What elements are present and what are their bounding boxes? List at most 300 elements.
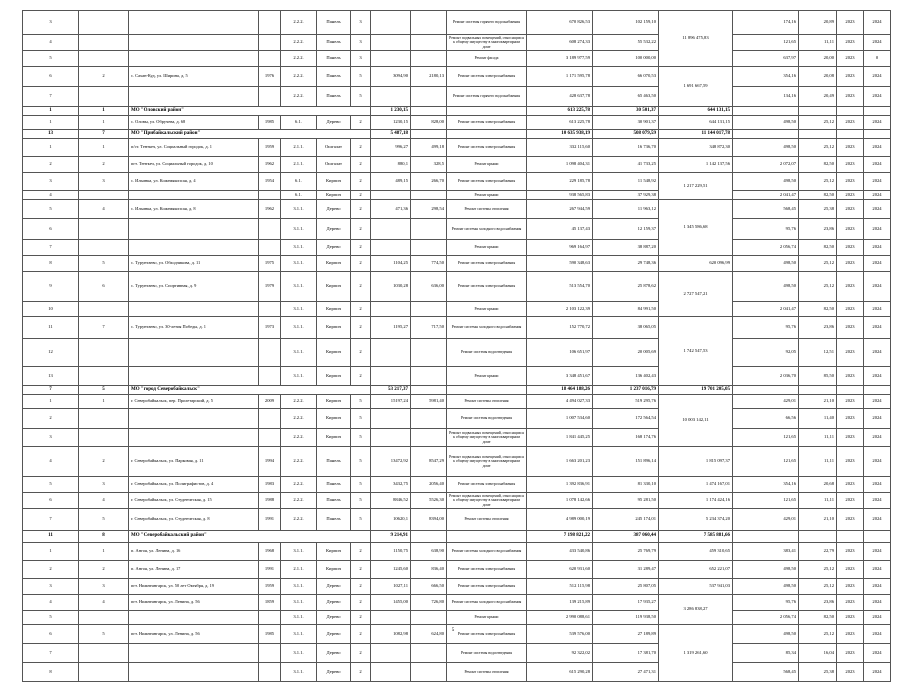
floors-cell: 5 (351, 429, 371, 447)
row-number-cell: 3 (23, 11, 79, 35)
row-number-cell: 13 (23, 367, 79, 386)
material-code-cell: 2.2.2. (281, 87, 317, 107)
unit-cost-cell: 2 056,74 (733, 611, 799, 625)
row-number-cell: 7 (23, 240, 79, 256)
year-built-cell: 1988 (259, 493, 281, 509)
cost-extra-cell: 29 748,36 (593, 256, 659, 272)
unit-cost-cell: 498,50 (733, 625, 799, 644)
material-code-cell: 2.2.2. (281, 35, 317, 51)
house-number-cell: 1 (79, 116, 129, 130)
work-type-cell: Ремонт крыши (447, 611, 527, 625)
table-row (23, 317, 891, 339)
address-cell (129, 87, 259, 107)
end-year-cell: 2024 (864, 219, 891, 240)
wall-material-cell: Панель (317, 11, 351, 35)
wall-material-cell: Дерево (317, 116, 351, 130)
cost-summary-cell: 459 310,65 (659, 543, 733, 561)
row-number-cell: 6 (23, 625, 79, 644)
cost-extra-cell: 84 991,50 (593, 302, 659, 317)
row-number-cell: 11 (23, 317, 79, 339)
year-built-cell: 1976 (259, 67, 281, 87)
unit-cost-cell: 498,50 (733, 561, 799, 579)
table-row (23, 595, 891, 611)
end-year-cell: 2024 (864, 200, 891, 219)
total-area-cell (371, 87, 411, 107)
cost-total-cell: 229 185,78 (527, 173, 593, 191)
start-year-cell: 2023 (837, 409, 864, 429)
floors-cell: 2 (351, 272, 371, 302)
cost-extra-cell: 1 237 016,79 (593, 386, 659, 395)
cost-total-cell: 513 554,70 (527, 272, 593, 302)
end-year-cell: 2024 (864, 543, 891, 561)
start-year-cell: 2023 (837, 561, 864, 579)
table-row (23, 477, 891, 493)
living-area-cell: 266,70 (411, 173, 447, 191)
cost-total-cell: 539 576,00 (527, 625, 593, 644)
living-area-cell: 5526,30 (411, 493, 447, 509)
material-code-cell: 3.1.1. (281, 339, 317, 367)
cost-summary-cell: 537 941,03 (659, 579, 733, 595)
unit-extra-cell: 23,86 (799, 219, 837, 240)
start-year-cell: 2023 (837, 509, 864, 531)
material-code-cell: 2.1.1. (281, 157, 317, 173)
unit-extra-cell: 25,12 (799, 116, 837, 130)
house-number-cell: 4 (79, 595, 129, 611)
floors-cell: 2 (351, 644, 371, 663)
material-code-cell: 3.1.1. (281, 200, 317, 219)
unit-extra-cell: 23,86 (799, 317, 837, 339)
cost-total-cell: 620 931,60 (527, 561, 593, 579)
row-number-cell: 1 (23, 116, 79, 130)
year-built-cell (259, 51, 281, 67)
unit-cost-cell: 2 041,47 (733, 302, 799, 317)
end-year-cell: 2024 (864, 11, 891, 35)
section-header-row (23, 386, 891, 395)
address-cell: п/ст. Тенткеч, ул. Социальный городок, д. 1 (129, 139, 259, 157)
cost-total-cell: 92 322,02 (527, 644, 593, 663)
end-year-cell: 2024 (864, 493, 891, 509)
cost-total-cell: 615 290,28 (527, 663, 593, 682)
living-area-cell (411, 386, 447, 395)
cost-summary-cell: 644 131,15 (659, 116, 733, 130)
merged-total-cell: 1 691 667,59 (659, 67, 733, 107)
house-number-cell (79, 611, 129, 625)
material-code-cell: 2.2.2. (281, 493, 317, 509)
section-header-row (23, 107, 891, 116)
unit-cost-cell: 568,45 (733, 663, 799, 682)
year-built-cell: 1968 (259, 543, 281, 561)
total-area-cell (371, 302, 411, 317)
house-number-cell: 2 (79, 561, 129, 579)
total-area-cell: 1 230,15 (371, 107, 411, 116)
address-cell: п. Ангоя, ул. Ленина, д. 17 (129, 561, 259, 579)
merged-total-cell: 1 742 547,53 (659, 317, 733, 386)
cost-total-cell: 1 392 836,91 (527, 477, 593, 493)
end-year-cell: 2024 (864, 256, 891, 272)
house-number-cell: 4 (79, 493, 129, 509)
year-built-cell (259, 35, 281, 51)
unit-extra-cell: 25,12 (799, 256, 837, 272)
year-built-cell: 1959 (259, 579, 281, 595)
unit-extra-cell: 21,10 (799, 395, 837, 409)
address-cell (129, 240, 259, 256)
unit-extra-cell: 25,12 (799, 173, 837, 191)
house-number-cell (79, 191, 129, 200)
wall-material-cell: Панель (317, 493, 351, 509)
table-row (23, 11, 891, 35)
section-header-row (23, 531, 891, 543)
unit-extra-cell: 11,11 (799, 35, 837, 51)
section-title: МО "Прибайкальский район" (129, 130, 371, 139)
row-number-cell: 8 (23, 256, 79, 272)
wall-material-cell: Дерево (317, 219, 351, 240)
unit-extra-cell: 85,50 (799, 367, 837, 386)
row-number-cell: 1 (23, 395, 79, 409)
house-number-cell: 2 (79, 157, 129, 173)
start-year-cell: 2023 (837, 139, 864, 157)
merged-total-cell: 3 286 838,27 (659, 595, 733, 625)
cost-extra-cell: 16 736,70 (593, 139, 659, 157)
end-year-cell: 2024 (864, 87, 891, 107)
cost-total-cell: 938 565,83 (527, 191, 593, 200)
end-year-cell: 2024 (864, 67, 891, 87)
living-area-cell: 828,00 (411, 116, 447, 130)
work-type-cell: Ремонт системы электроснабжения (447, 116, 527, 130)
house-number-cell: 7 (79, 130, 129, 139)
year-built-cell: 2009 (259, 395, 281, 409)
house-number-cell: 3 (79, 173, 129, 191)
living-area-cell (411, 240, 447, 256)
cost-extra-cell: 387 060,44 (593, 531, 659, 543)
unit-cost-cell: 174,16 (733, 11, 799, 35)
end-year-cell: 2024 (864, 139, 891, 157)
total-area-cell: 880,1 (371, 157, 411, 173)
floors-cell: 5 (351, 509, 371, 531)
total-area-cell: 996,27 (371, 139, 411, 157)
start-year-cell: 2023 (837, 302, 864, 317)
floors-cell: 2 (351, 579, 371, 595)
material-code-cell: 2.2.2. (281, 67, 317, 87)
address-cell (129, 611, 259, 625)
cost-summary-cell: 7 585 881,66 (659, 531, 733, 543)
merged-total-cell: 1 217 229,51 (659, 173, 733, 200)
total-area-cell: 489,15 (371, 173, 411, 191)
unit-cost-cell: 95,76 (733, 595, 799, 611)
work-type-cell: Ремонт крыши (447, 302, 527, 317)
table-row (23, 409, 891, 429)
unit-cost-cell: 2 041,47 (733, 191, 799, 200)
end-year-cell: 0 (864, 51, 891, 67)
material-code-cell: 2.2.2. (281, 447, 317, 477)
address-cell (129, 191, 259, 200)
end-year-cell: 2024 (864, 395, 891, 409)
cost-extra-cell: 245 174,01 (593, 509, 659, 531)
unit-extra-cell: 20,08 (799, 67, 837, 87)
start-year-cell: 2023 (837, 67, 864, 87)
table-row (23, 339, 891, 367)
start-year-cell: 2023 (837, 157, 864, 173)
year-built-cell (259, 339, 281, 367)
table-row (23, 644, 891, 663)
house-number-cell (79, 302, 129, 317)
year-built-cell (259, 240, 281, 256)
unit-extra-cell: 20,49 (799, 87, 837, 107)
unit-extra-cell: 82,50 (799, 157, 837, 173)
table-row (23, 509, 891, 531)
wall-material-cell: Кирпич (317, 317, 351, 339)
year-built-cell: 1985 (259, 625, 281, 644)
material-code-cell: 3.1.1. (281, 219, 317, 240)
table-row (23, 447, 891, 477)
floors-cell: 5 (351, 67, 371, 87)
unit-extra-cell: 16,04 (799, 644, 837, 663)
work-type-cell: Ремонт системы электроснабжения (447, 477, 527, 493)
floors-cell: 5 (351, 87, 371, 107)
house-number-cell (79, 11, 129, 35)
table-row (23, 139, 891, 157)
living-area-cell (411, 35, 447, 51)
living-area-cell: 2056,40 (411, 477, 447, 493)
merged-total-cell: 10 003 142,11 (659, 395, 733, 447)
material-code-cell: 3.1.1. (281, 663, 317, 682)
year-built-cell (259, 87, 281, 107)
end-year-cell: 2024 (864, 240, 891, 256)
floors-cell: 2 (351, 116, 371, 130)
end-year-cell: 2024 (864, 644, 891, 663)
unit-extra-cell: 22,79 (799, 543, 837, 561)
house-number-cell (79, 51, 129, 67)
unit-cost-cell: 121,65 (733, 493, 799, 509)
cost-total-cell: 1 841 445,25 (527, 429, 593, 447)
table-row (23, 611, 891, 625)
cost-summary-cell: 620 096,99 (659, 256, 733, 272)
unit-extra-cell: 25,12 (799, 625, 837, 644)
living-area-cell: 499,18 (411, 139, 447, 157)
wall-material-cell: Дерево (317, 200, 351, 219)
end-year-cell: 2024 (864, 191, 891, 200)
cost-total-cell: 4 494 027,33 (527, 395, 593, 409)
start-year-cell: 2023 (837, 477, 864, 493)
year-built-cell (259, 191, 281, 200)
house-number-cell (79, 663, 129, 682)
work-type-cell: Ремонт системы электроснабжения (447, 256, 527, 272)
cost-summary-cell: 348 872,30 (659, 139, 733, 157)
cost-extra-cell: 37 929,38 (593, 191, 659, 200)
house-number-cell (79, 429, 129, 447)
table-body (23, 11, 891, 682)
start-year-cell: 2023 (837, 339, 864, 367)
row-number-cell: 2 (23, 157, 79, 173)
unit-extra-cell (799, 386, 837, 395)
start-year-cell: 2023 (837, 219, 864, 240)
unit-extra-cell: 82,50 (799, 611, 837, 625)
house-number-cell: 1 (79, 139, 129, 157)
work-type-cell: Ремонт подвальных помещений, относящихся к общему имуществу в многоквартирном доме (447, 429, 527, 447)
year-built-cell (259, 11, 281, 35)
living-area-cell (411, 611, 447, 625)
cost-extra-cell: 38 887,20 (593, 240, 659, 256)
end-year-cell: 2024 (864, 561, 891, 579)
material-code-cell: 3.1.1. (281, 579, 317, 595)
table-row (23, 219, 891, 240)
unit-cost-cell: 354,16 (733, 477, 799, 493)
address-cell: с. Ильинка, ул. Кожемякопсая, д. 8 (129, 200, 259, 219)
row-number-cell: 10 (23, 302, 79, 317)
end-year-cell: 2024 (864, 157, 891, 173)
unit-cost-cell: 383,41 (733, 543, 799, 561)
living-area-cell: 8394,00 (411, 509, 447, 531)
unit-extra-cell: 25,12 (799, 139, 837, 157)
total-area-cell (371, 35, 411, 51)
cost-extra-cell: 17 381,70 (593, 644, 659, 663)
work-type-cell: Ремонт системы холодного водоснабжения (447, 317, 527, 339)
cost-extra-cell: 27 189,89 (593, 625, 659, 644)
unit-extra-cell: 25,38 (799, 663, 837, 682)
cost-total-cell: 10 635 938,19 (527, 130, 593, 139)
table-row (23, 395, 891, 409)
material-code-cell: 2.2.2. (281, 11, 317, 35)
year-built-cell: 1954 (259, 173, 281, 191)
cost-total-cell: 2 103 122,39 (527, 302, 593, 317)
wall-material-cell: Панель (317, 51, 351, 67)
house-number-cell: 7 (79, 317, 129, 339)
row-number-cell: 1 (23, 543, 79, 561)
floors-cell: 2 (351, 339, 371, 367)
cost-extra-cell: 30 901,37 (593, 116, 659, 130)
cost-total-cell: 433 540,86 (527, 543, 593, 561)
floors-cell: 2 (351, 611, 371, 625)
unit-cost-cell: 2 056,74 (733, 240, 799, 256)
living-area-cell (411, 11, 447, 35)
cost-total-cell: 3 189 977,59 (527, 51, 593, 67)
unit-cost-cell: 498,50 (733, 256, 799, 272)
row-number-cell: 7 (23, 644, 79, 663)
address-cell (129, 219, 259, 240)
wall-material-cell: Дерево (317, 240, 351, 256)
unit-cost-cell: 92,05 (733, 339, 799, 367)
floors-cell: 5 (351, 477, 371, 493)
floors-cell: 2 (351, 256, 371, 272)
year-built-cell: 1975 (259, 256, 281, 272)
cost-extra-cell: 95 281,50 (593, 493, 659, 509)
table-row (23, 87, 891, 107)
floors-cell: 5 (351, 493, 371, 509)
unit-cost-cell: 134,16 (733, 87, 799, 107)
unit-cost-cell (733, 386, 799, 395)
unit-extra-cell: 11,40 (799, 409, 837, 429)
cost-summary-cell: 1 474 167,01 (659, 477, 733, 493)
wall-material-cell: Дерево (317, 595, 351, 611)
address-cell: с. Турунтаево, ул. Спортивная, д. 9 (129, 272, 259, 302)
unit-cost-cell: 498,50 (733, 139, 799, 157)
year-built-cell (259, 219, 281, 240)
year-built-cell: 1962 (259, 200, 281, 219)
total-area-cell: 13472,92 (371, 447, 411, 477)
wall-material-cell: Дерево (317, 625, 351, 644)
unit-cost-cell: 498,50 (733, 579, 799, 595)
material-code-cell: 3.1.1. (281, 611, 317, 625)
unit-cost-cell: 429,01 (733, 509, 799, 531)
living-area-cell (411, 409, 447, 429)
unit-extra-cell: 20,89 (799, 11, 837, 35)
start-year-cell: 2023 (837, 663, 864, 682)
unit-extra-cell (799, 107, 837, 116)
cost-extra-cell: 11 548,92 (593, 173, 659, 191)
row-number-cell: 9 (23, 272, 79, 302)
work-type-cell: Ремонт системы электроснабжения (447, 579, 527, 595)
end-year-cell: 2024 (864, 409, 891, 429)
table-row (23, 493, 891, 509)
wall-material-cell: Панель (317, 67, 351, 87)
house-number-cell: 2 (79, 447, 129, 477)
unit-extra-cell: 11,11 (799, 447, 837, 477)
end-year-cell (864, 531, 891, 543)
material-code-cell: 2.2.2. (281, 409, 317, 429)
cost-extra-cell: 20 005,69 (593, 339, 659, 367)
total-area-cell: 1104,25 (371, 256, 411, 272)
row-number-cell: 5 (23, 611, 79, 625)
material-code-cell: 3.1.1. (281, 595, 317, 611)
unit-extra-cell: 25,12 (799, 561, 837, 579)
year-built-cell (259, 663, 281, 682)
work-type-cell: Ремонт системы холодного водоснабжения (447, 219, 527, 240)
work-type-cell: Ремонт системы водоотведения (447, 339, 527, 367)
cost-extra-cell: 30 501,37 (593, 107, 659, 116)
start-year-cell: 2023 (837, 611, 864, 625)
wall-material-cell: Кирпич (317, 429, 351, 447)
address-cell (129, 429, 259, 447)
work-type-cell (447, 531, 527, 543)
start-year-cell: 2023 (837, 367, 864, 386)
cost-extra-cell: 31 289,47 (593, 561, 659, 579)
merged-total-cell: 2 727 547,21 (659, 272, 733, 317)
house-number-cell (79, 219, 129, 240)
floors-cell: 2 (351, 173, 371, 191)
unit-cost-cell: 498,50 (733, 173, 799, 191)
year-built-cell: 1973 (259, 317, 281, 339)
address-cell (129, 11, 259, 35)
row-number-cell: 5 (23, 51, 79, 67)
cost-total-cell: 1 007 534,60 (527, 409, 593, 429)
table-row (23, 191, 891, 200)
total-area-cell: 1195,27 (371, 317, 411, 339)
cost-extra-cell: 100 000,00 (593, 51, 659, 67)
floors-cell: 2 (351, 139, 371, 157)
cost-extra-cell: 25 769,79 (593, 543, 659, 561)
material-code-cell: 2.2.2. (281, 395, 317, 409)
start-year-cell (837, 531, 864, 543)
start-year-cell: 2023 (837, 191, 864, 200)
total-area-cell (371, 367, 411, 386)
cost-summary-cell: 5 234 374,20 (659, 509, 733, 531)
start-year-cell: 2023 (837, 395, 864, 409)
address-cell (129, 339, 259, 367)
work-type-cell: Ремонт системы горячего водоснабжения (447, 11, 527, 35)
work-type-cell: Ремонт крыши (447, 367, 527, 386)
end-year-cell: 2024 (864, 173, 891, 191)
house-number-cell (79, 367, 129, 386)
material-code-cell: 3.1.1. (281, 317, 317, 339)
cost-extra-cell: 27 471,31 (593, 663, 659, 682)
row-number-cell: 11 (23, 531, 79, 543)
unit-extra-cell (799, 531, 837, 543)
year-built-cell (259, 611, 281, 625)
cost-total-cell: 613 225,78 (527, 116, 593, 130)
work-type-cell: Ремонт системы холодного водоснабжения (447, 595, 527, 611)
material-code-cell: 6.1. (281, 116, 317, 130)
address-cell (129, 644, 259, 663)
cost-total-cell: 670 826,53 (527, 11, 593, 35)
